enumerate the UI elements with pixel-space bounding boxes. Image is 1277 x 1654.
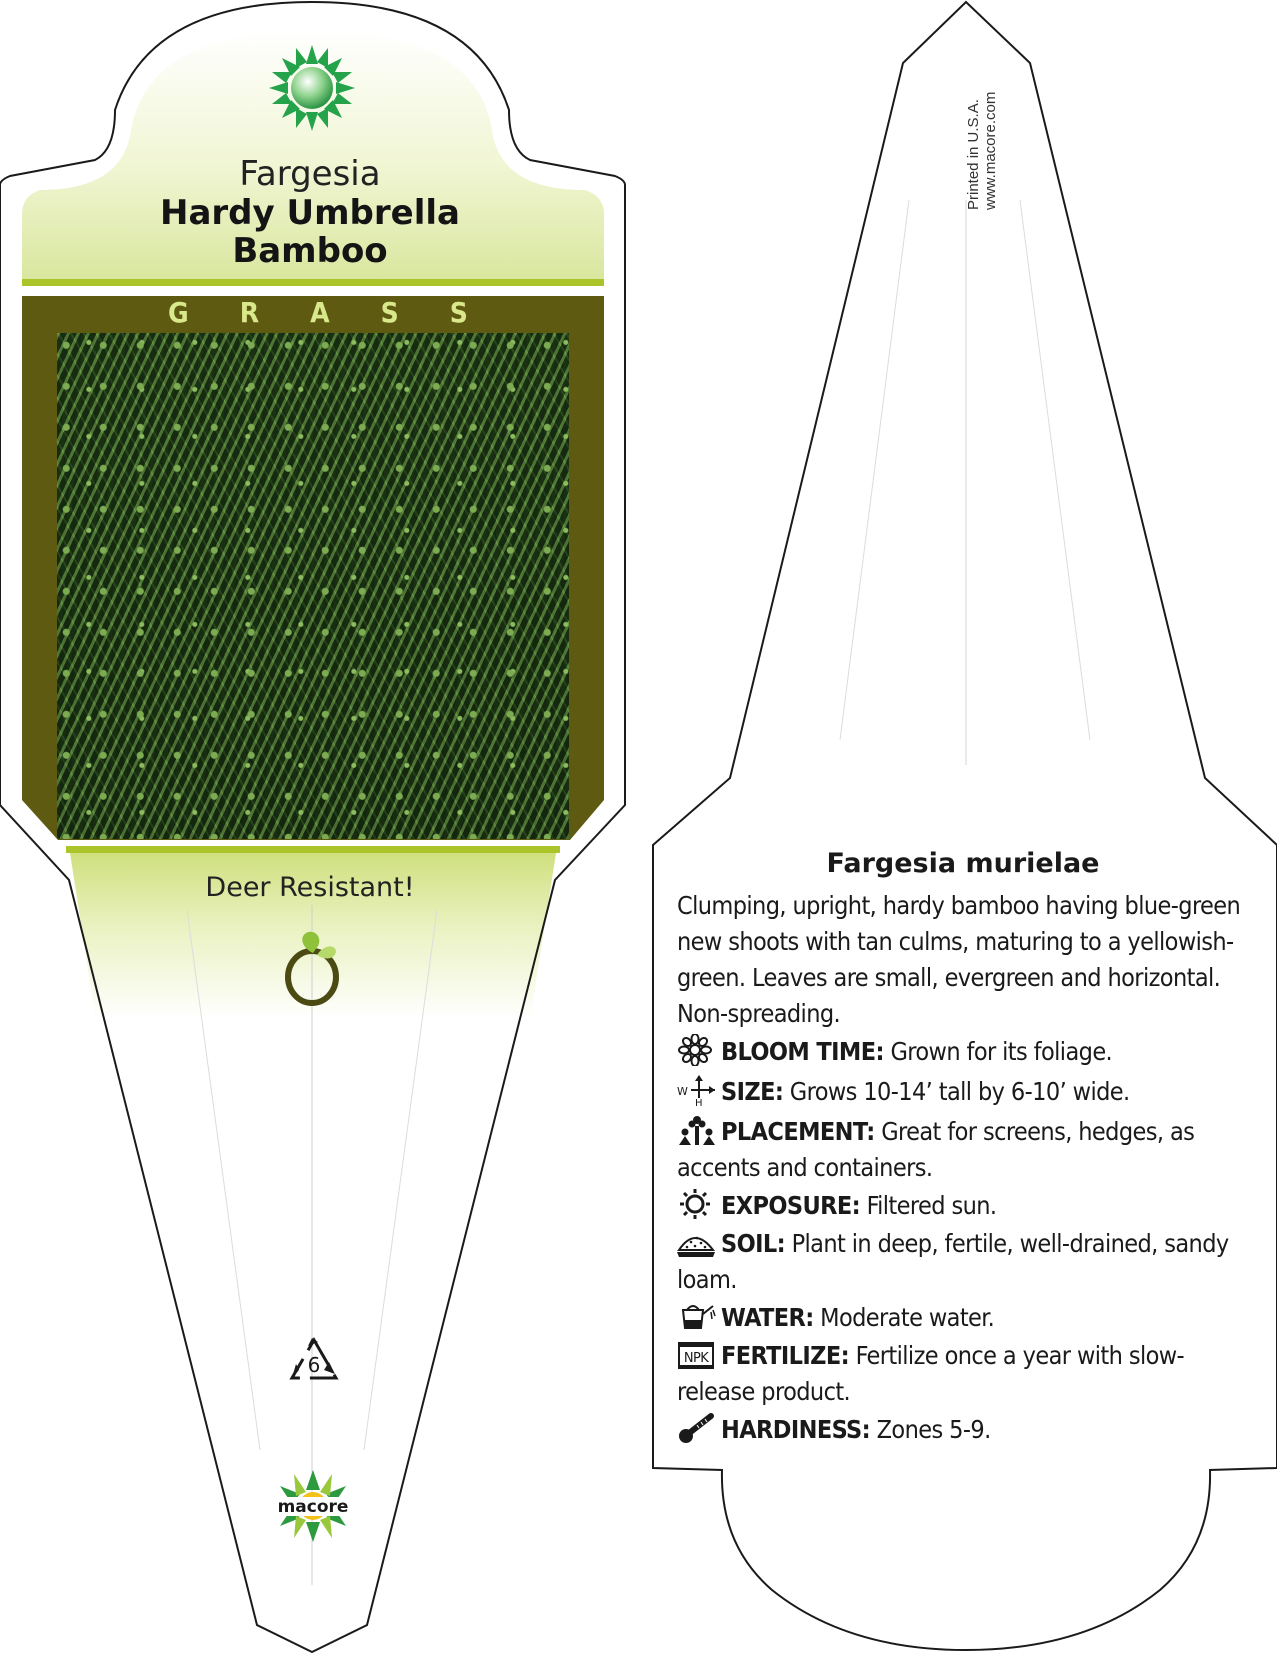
fertilize-value: Fertilize once a year with slow-release product. (677, 1341, 1185, 1406)
scientific-name: Fargesia murielae (826, 848, 1100, 879)
care-info (677, 846, 1249, 1448)
plant-photo (57, 333, 569, 839)
placement-label: PLACEMENT: (721, 1117, 875, 1146)
deer-resistant-icon (284, 930, 340, 1006)
npk-bag-icon (677, 1338, 717, 1370)
bloom-time-label: BLOOM TIME: (721, 1037, 884, 1066)
macore-logo-icon (272, 1470, 354, 1542)
category-letter: A (310, 296, 330, 329)
recycle-6-icon (288, 1336, 340, 1384)
soil-value: Plant in deep, fertile, well-drained, sandy loam. (677, 1229, 1229, 1294)
plant-description: Clumping, upright, hardy bamboo having blue-green new shoots with tan culms, maturing to a yellowish-green. Leaves are small, evergreen and horizontal. Non-spreading. (677, 891, 1241, 1028)
size-row (677, 1074, 1249, 1110)
plant-title-line1: Hardy Umbrella (160, 193, 460, 233)
printed-info (965, 55, 999, 210)
fertilize-row (677, 1338, 1249, 1410)
exposure-value: Filtered sun. (866, 1191, 997, 1220)
sun-icon (677, 1188, 717, 1220)
category-label (168, 296, 468, 329)
hardiness-value: Zones 5-9. (876, 1415, 991, 1444)
category-letter: G (168, 296, 189, 329)
bloom-time-value: Grown for its foliage. (890, 1037, 1113, 1066)
size-w-letter: W (677, 1085, 688, 1098)
bloom-time-row (677, 1034, 1249, 1070)
size-h-letter: H (695, 1098, 702, 1106)
category-letter: S (449, 296, 468, 329)
common-name: Fargesia (239, 154, 381, 194)
soil-row (677, 1226, 1249, 1298)
npk-text: NPK (683, 1351, 709, 1366)
feature-text: Deer Resistant! (205, 872, 415, 903)
water-row (677, 1300, 1249, 1336)
exposure-row (677, 1188, 1249, 1224)
placement-row (677, 1114, 1249, 1186)
size-label: SIZE: (721, 1077, 784, 1106)
thermometer-icon (677, 1412, 717, 1444)
size-value: Grows 10-14’ tall by 6-10’ wide. (789, 1077, 1130, 1106)
fertilize-label: FERTILIZE: (721, 1341, 850, 1370)
printed-in-text: Printed in U.S.A. (965, 99, 982, 210)
category-letter: R (239, 296, 260, 329)
website-text: www.macore.com (982, 91, 999, 210)
category-letter: S (380, 296, 399, 329)
sunburst-logo-icon (268, 44, 356, 132)
recycle-number: 6 (307, 1353, 321, 1377)
placement-plants-icon (677, 1114, 717, 1146)
hardiness-row (677, 1412, 1249, 1448)
exposure-label: EXPOSURE: (721, 1191, 861, 1220)
plant-title-line2: Bamboo (232, 231, 388, 271)
soil-pile-icon (677, 1226, 717, 1258)
hardiness-label: HARDINESS: (721, 1415, 871, 1444)
brand-name: macore (277, 1497, 349, 1517)
plant-title (100, 194, 520, 270)
soil-label: SOIL: (721, 1229, 786, 1258)
water-label: WATER: (721, 1303, 814, 1332)
flower-icon (677, 1034, 717, 1066)
size-arrows-icon (677, 1074, 717, 1106)
placement-value: Great for screens, hedges, as accents and containers. (677, 1117, 1195, 1182)
water-value: Moderate water. (820, 1303, 995, 1332)
watering-can-icon (677, 1300, 717, 1332)
